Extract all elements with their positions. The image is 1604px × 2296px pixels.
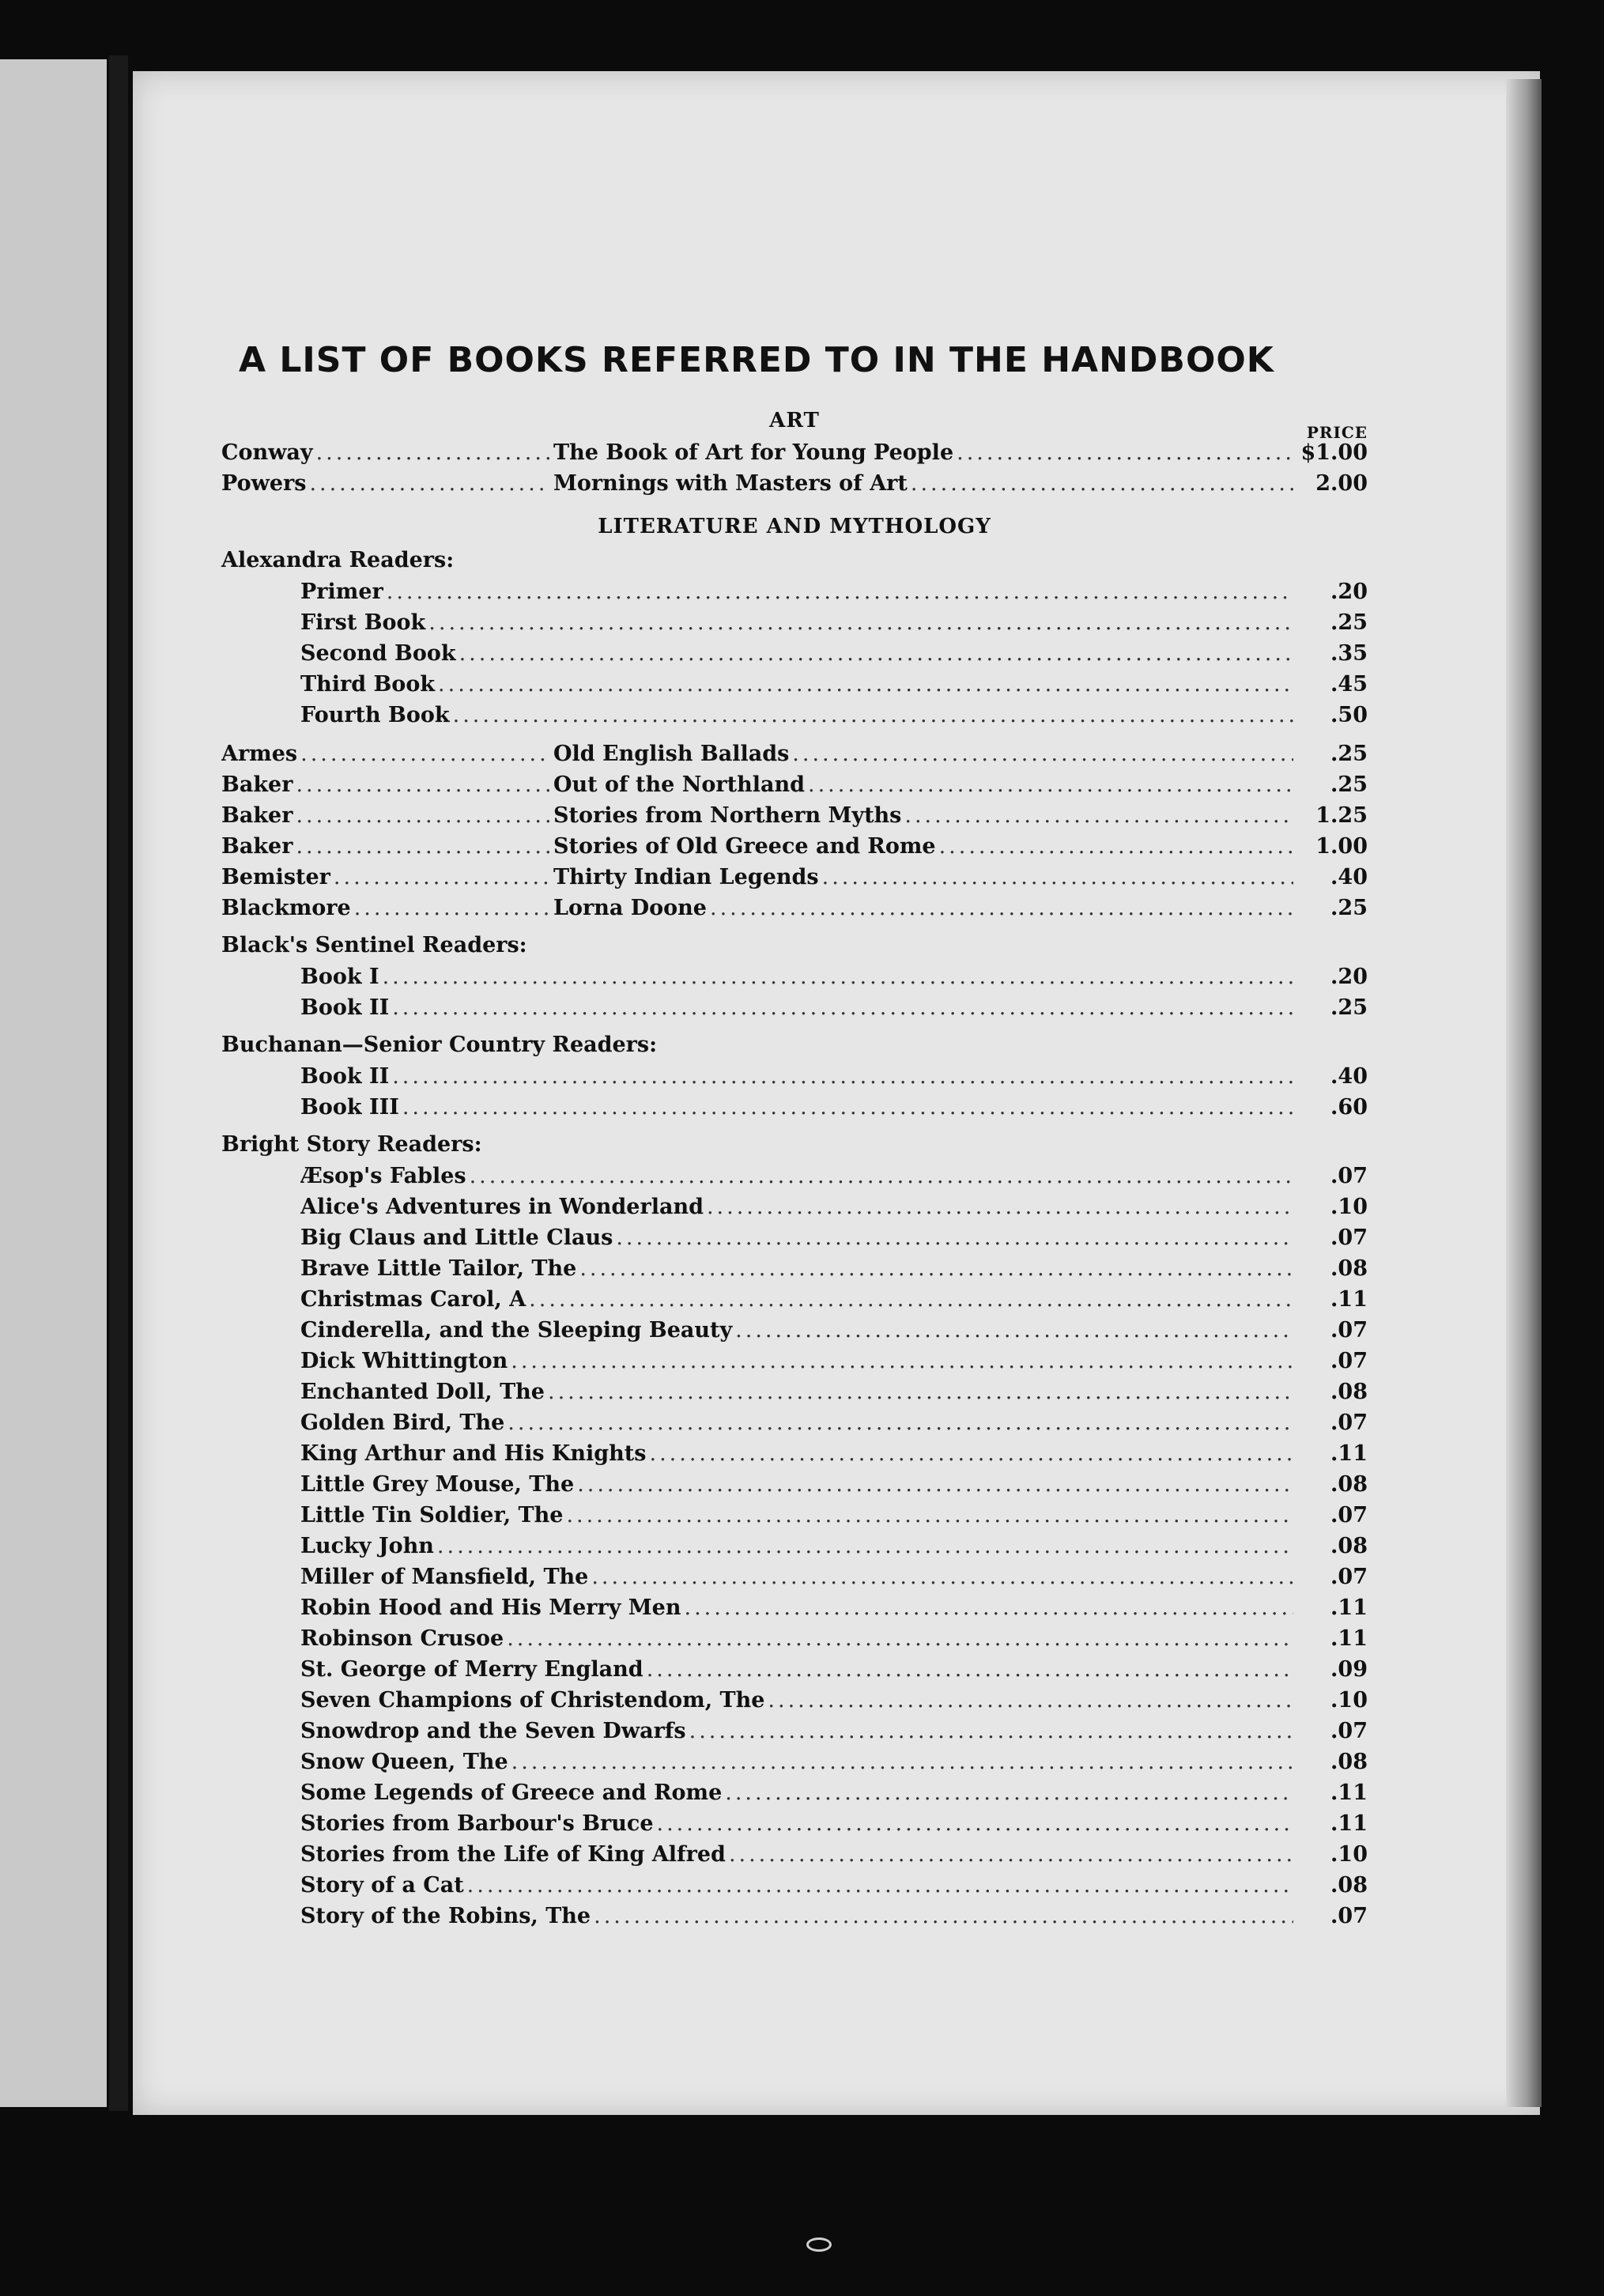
price-value: $1.00 bbox=[1300, 440, 1368, 465]
leader-dots bbox=[591, 1562, 1293, 1592]
item-title: Robin Hood and His Merry Men bbox=[300, 1595, 681, 1620]
leader-dots bbox=[685, 1592, 1294, 1623]
work-cell bbox=[553, 738, 1296, 769]
work-title: Mornings with Masters of Art bbox=[553, 471, 908, 496]
author-cell bbox=[221, 769, 553, 800]
item-title: Lucky John bbox=[300, 1534, 434, 1558]
item-title: Primer bbox=[300, 580, 383, 604]
author-cell bbox=[221, 468, 553, 499]
item-cell bbox=[300, 1469, 1296, 1500]
work-cell bbox=[553, 862, 1296, 893]
blacks-readers-list bbox=[221, 961, 1368, 1023]
price-value: .07 bbox=[1330, 1503, 1368, 1528]
item-title: Dick Whittington bbox=[300, 1349, 508, 1373]
item-title: Little Tin Soldier, The bbox=[300, 1503, 564, 1528]
leader-dots bbox=[904, 800, 1293, 831]
leader-dots bbox=[710, 893, 1293, 923]
alexandra-readers-heading: Alexandra Readers: bbox=[221, 548, 455, 572]
item-cell bbox=[300, 1500, 1296, 1531]
bright-story-readers-heading: Bright Story Readers: bbox=[221, 1132, 482, 1157]
price-value: .25 bbox=[1330, 742, 1368, 766]
leader-dots bbox=[579, 1253, 1293, 1284]
leader-dots bbox=[428, 607, 1293, 638]
list-item bbox=[221, 1777, 1368, 1808]
item-cell bbox=[300, 576, 1296, 607]
item-cell bbox=[300, 700, 1296, 731]
work-cell bbox=[553, 468, 1296, 499]
item-title: Stories from Barbour's Bruce bbox=[300, 1811, 654, 1836]
price-value: .07 bbox=[1330, 1904, 1368, 1928]
price-value: .11 bbox=[1330, 1811, 1368, 1836]
leader-dots bbox=[459, 638, 1293, 669]
author-name: Powers bbox=[221, 471, 307, 496]
item-title: Brave Little Tailor, The bbox=[300, 1256, 577, 1281]
price-value: .10 bbox=[1330, 1842, 1368, 1867]
price-value: .08 bbox=[1330, 1256, 1368, 1281]
price-value: .07 bbox=[1330, 1719, 1368, 1743]
item-title: Book II bbox=[300, 1064, 390, 1089]
item-cell bbox=[300, 1376, 1296, 1407]
table-row bbox=[221, 769, 1368, 800]
list-item bbox=[221, 576, 1368, 607]
price-value: .11 bbox=[1330, 1781, 1368, 1805]
list-item bbox=[221, 1469, 1368, 1500]
price-value: .07 bbox=[1330, 1318, 1368, 1342]
list-item bbox=[221, 992, 1368, 1023]
leader-dots bbox=[437, 1531, 1293, 1562]
leader-dots bbox=[296, 769, 550, 800]
price-value: .35 bbox=[1330, 641, 1368, 666]
work-title: Thirty Indian Legends bbox=[553, 865, 819, 889]
work-title: Old English Ballads bbox=[553, 742, 790, 766]
price-value: .25 bbox=[1330, 995, 1368, 1020]
author-cell bbox=[221, 437, 553, 468]
item-cell bbox=[300, 1253, 1296, 1284]
price-value: .08 bbox=[1330, 1380, 1368, 1404]
item-title: Miller of Mansfield, The bbox=[300, 1565, 589, 1589]
price-value: .45 bbox=[1330, 672, 1368, 697]
buchanan-readers-list bbox=[221, 1061, 1368, 1123]
leader-dots bbox=[387, 576, 1293, 607]
price-value: .60 bbox=[1330, 1095, 1368, 1120]
author-works-list bbox=[221, 738, 1368, 923]
work-cell bbox=[553, 800, 1296, 831]
item-cell bbox=[300, 1747, 1296, 1777]
item-title: Æsop's Fables bbox=[300, 1164, 466, 1188]
item-title: Book I bbox=[300, 965, 379, 989]
leader-dots bbox=[957, 437, 1293, 468]
item-title: Book III bbox=[300, 1095, 399, 1120]
item-cell bbox=[300, 607, 1296, 638]
item-cell bbox=[300, 1438, 1296, 1469]
item-title: Fourth Book bbox=[300, 703, 450, 727]
item-cell bbox=[300, 992, 1296, 1023]
price-value: .09 bbox=[1330, 1657, 1368, 1682]
leader-dots bbox=[402, 1092, 1293, 1123]
leader-dots bbox=[822, 862, 1293, 893]
work-title: Lorna Doone bbox=[553, 896, 707, 920]
item-title: Robinson Crusoe bbox=[300, 1626, 504, 1651]
work-cell bbox=[553, 893, 1296, 923]
work-title: Stories of Old Greece and Rome bbox=[553, 834, 936, 859]
leader-dots bbox=[296, 800, 550, 831]
price-value: 1.00 bbox=[1315, 834, 1368, 859]
author-cell bbox=[221, 738, 553, 769]
list-item bbox=[221, 607, 1368, 638]
list-item bbox=[221, 1623, 1368, 1654]
left-page-edge bbox=[0, 59, 107, 2107]
page-right-edge bbox=[1506, 79, 1542, 2107]
leader-dots bbox=[511, 1747, 1293, 1777]
author-name: Blackmore bbox=[221, 896, 351, 920]
item-title: Stories from the Life of King Alfred bbox=[300, 1842, 726, 1867]
table-row bbox=[221, 468, 1368, 499]
list-item bbox=[221, 1222, 1368, 1253]
price-value: .07 bbox=[1330, 1410, 1368, 1435]
price-value: .25 bbox=[1330, 772, 1368, 797]
leader-dots bbox=[939, 831, 1293, 862]
leader-dots bbox=[334, 862, 550, 893]
leader-dots bbox=[649, 1438, 1293, 1469]
price-value: .50 bbox=[1330, 703, 1368, 727]
leader-dots bbox=[566, 1500, 1293, 1531]
item-title: Third Book bbox=[300, 672, 436, 697]
leader-dots bbox=[309, 468, 550, 499]
list-item bbox=[221, 961, 1368, 992]
price-value: .07 bbox=[1330, 1565, 1368, 1589]
item-title: Christmas Carol, A bbox=[300, 1287, 526, 1312]
leader-dots bbox=[792, 738, 1293, 769]
item-title: St. George of Merry England bbox=[300, 1657, 643, 1682]
work-title: Out of the Northland bbox=[553, 772, 806, 797]
price-value: .11 bbox=[1330, 1287, 1368, 1312]
item-title: Enchanted Doll, The bbox=[300, 1380, 545, 1404]
item-cell bbox=[300, 1808, 1296, 1839]
buchanan-readers-heading: Buchanan—Senior Country Readers: bbox=[221, 1033, 658, 1057]
list-item bbox=[221, 1315, 1368, 1346]
leader-dots bbox=[911, 468, 1293, 499]
leader-dots bbox=[616, 1222, 1293, 1253]
item-cell bbox=[300, 1092, 1296, 1123]
price-value: .08 bbox=[1330, 1750, 1368, 1774]
book-list bbox=[221, 340, 1368, 1932]
price-value: .07 bbox=[1330, 1225, 1368, 1250]
list-item bbox=[221, 1870, 1368, 1901]
page-mark bbox=[806, 2237, 832, 2252]
item-cell bbox=[300, 1777, 1296, 1808]
author-cell bbox=[221, 862, 553, 893]
list-item bbox=[221, 1500, 1368, 1531]
item-cell bbox=[300, 1870, 1296, 1901]
leader-dots bbox=[453, 700, 1293, 731]
price-value: .07 bbox=[1330, 1349, 1368, 1373]
item-title: Some Legends of Greece and Rome bbox=[300, 1781, 723, 1805]
work-cell bbox=[553, 831, 1296, 862]
work-cell bbox=[553, 437, 1296, 468]
list-item bbox=[221, 1531, 1368, 1562]
item-title: First Book bbox=[300, 610, 426, 635]
item-title: Cinderella, and the Sleeping Beauty bbox=[300, 1318, 733, 1342]
author-name: Baker bbox=[221, 834, 293, 859]
price-value: .25 bbox=[1330, 610, 1368, 635]
item-title: King Arthur and His Knights bbox=[300, 1441, 647, 1466]
price-value: .20 bbox=[1330, 965, 1368, 989]
item-cell bbox=[300, 1222, 1296, 1253]
price-value: .08 bbox=[1330, 1534, 1368, 1558]
leader-dots bbox=[296, 831, 550, 862]
leader-dots bbox=[707, 1191, 1293, 1222]
list-item bbox=[221, 1092, 1368, 1123]
list-item bbox=[221, 1808, 1368, 1839]
list-item bbox=[221, 1839, 1368, 1870]
item-cell bbox=[300, 1623, 1296, 1654]
item-cell bbox=[300, 1901, 1296, 1932]
leader-dots bbox=[808, 769, 1293, 800]
blacks-readers-heading: Black's Sentinel Readers: bbox=[221, 933, 527, 957]
list-item bbox=[221, 1562, 1368, 1592]
price-value: .25 bbox=[1330, 896, 1368, 920]
item-cell bbox=[300, 1716, 1296, 1747]
item-cell bbox=[300, 1315, 1296, 1346]
art-list bbox=[221, 437, 1368, 499]
work-title: The Book of Art for Young People bbox=[553, 440, 954, 465]
bright-story-readers-list bbox=[221, 1161, 1368, 1932]
table-row bbox=[221, 862, 1368, 893]
price-value: .07 bbox=[1330, 1164, 1368, 1188]
literature-section-heading: LITERATURE AND MYTHOLOGY bbox=[598, 515, 991, 538]
item-cell bbox=[300, 669, 1296, 700]
item-cell bbox=[300, 1346, 1296, 1376]
leader-dots bbox=[511, 1346, 1293, 1376]
list-item bbox=[221, 1716, 1368, 1747]
item-cell bbox=[300, 1061, 1296, 1092]
item-title: Little Grey Mouse, The bbox=[300, 1472, 575, 1497]
item-title: Big Claus and Little Claus bbox=[300, 1225, 613, 1250]
price-value: .11 bbox=[1330, 1441, 1368, 1466]
item-title: Second Book bbox=[300, 641, 456, 666]
list-item bbox=[221, 638, 1368, 669]
table-row bbox=[221, 738, 1368, 769]
author-name: Baker bbox=[221, 772, 293, 797]
item-title: Snow Queen, The bbox=[300, 1750, 508, 1774]
list-item bbox=[221, 700, 1368, 731]
price-value: .40 bbox=[1330, 865, 1368, 889]
item-cell bbox=[300, 1685, 1296, 1716]
leader-dots bbox=[300, 738, 550, 769]
price-value: .11 bbox=[1330, 1626, 1368, 1651]
item-cell bbox=[300, 1654, 1296, 1685]
leader-dots bbox=[467, 1870, 1293, 1901]
art-section-heading bbox=[221, 409, 1368, 442]
item-cell bbox=[300, 1407, 1296, 1438]
leader-dots bbox=[529, 1284, 1293, 1315]
price-value: .20 bbox=[1330, 580, 1368, 604]
leader-dots bbox=[507, 1623, 1293, 1654]
leader-dots bbox=[594, 1901, 1293, 1932]
table-row bbox=[221, 437, 1368, 468]
list-item bbox=[221, 1654, 1368, 1685]
leader-dots bbox=[647, 1654, 1293, 1685]
item-title: Seven Champions of Christendom, The bbox=[300, 1688, 765, 1713]
item-title: Book II bbox=[300, 995, 390, 1020]
leader-dots bbox=[383, 961, 1293, 992]
leader-dots bbox=[392, 992, 1293, 1023]
leader-dots bbox=[508, 1407, 1293, 1438]
list-item bbox=[221, 1901, 1368, 1932]
list-item bbox=[221, 1161, 1368, 1191]
leader-dots bbox=[729, 1839, 1293, 1870]
leader-dots bbox=[548, 1376, 1293, 1407]
list-item bbox=[221, 1438, 1368, 1469]
price-value: .08 bbox=[1330, 1472, 1368, 1497]
leader-dots bbox=[470, 1161, 1293, 1191]
leader-dots bbox=[657, 1808, 1293, 1839]
item-title: Alice's Adventures in Wonderland bbox=[300, 1195, 704, 1219]
author-cell bbox=[221, 893, 553, 923]
price-value: .11 bbox=[1330, 1595, 1368, 1620]
alexandra-readers-list bbox=[221, 576, 1368, 731]
list-item bbox=[221, 1061, 1368, 1092]
table-row bbox=[221, 831, 1368, 862]
author-name: Bemister bbox=[221, 865, 330, 889]
table-row bbox=[221, 800, 1368, 831]
leader-dots bbox=[392, 1061, 1293, 1092]
leader-dots bbox=[316, 437, 550, 468]
book-spine-shadow bbox=[109, 55, 128, 2111]
item-title: Story of the Robins, The bbox=[300, 1904, 591, 1928]
item-cell bbox=[300, 1161, 1296, 1191]
list-item bbox=[221, 1747, 1368, 1777]
list-item bbox=[221, 1407, 1368, 1438]
price-value: .40 bbox=[1330, 1064, 1368, 1089]
price-value: 1.25 bbox=[1315, 803, 1368, 828]
item-cell bbox=[300, 1284, 1296, 1315]
author-name: Conway bbox=[221, 440, 313, 465]
author-cell bbox=[221, 831, 553, 862]
item-cell bbox=[300, 1531, 1296, 1562]
price-value: 2.00 bbox=[1315, 471, 1368, 496]
price-column-header: PRICE bbox=[1306, 423, 1368, 442]
leader-dots bbox=[725, 1777, 1293, 1808]
leader-dots bbox=[689, 1716, 1293, 1747]
item-cell bbox=[300, 638, 1296, 669]
price-value: .08 bbox=[1330, 1873, 1368, 1898]
list-item bbox=[221, 1376, 1368, 1407]
item-cell bbox=[300, 1562, 1296, 1592]
item-title: Snowdrop and the Seven Dwarfs bbox=[300, 1719, 686, 1743]
work-title: Stories from Northern Myths bbox=[553, 803, 902, 828]
leader-dots bbox=[768, 1685, 1293, 1716]
item-cell bbox=[300, 1839, 1296, 1870]
art-heading-text: ART bbox=[769, 409, 820, 432]
item-cell bbox=[300, 1592, 1296, 1623]
page-title: A LIST OF BOOKS REFERRED TO IN THE HANDBOOK bbox=[239, 340, 1274, 380]
item-cell bbox=[300, 1191, 1296, 1222]
author-name: Armes bbox=[221, 742, 298, 766]
price-value: .10 bbox=[1330, 1195, 1368, 1219]
list-item bbox=[221, 669, 1368, 700]
leader-dots bbox=[438, 669, 1293, 700]
author-cell bbox=[221, 800, 553, 831]
item-cell bbox=[300, 961, 1296, 992]
list-item bbox=[221, 1592, 1368, 1623]
list-item bbox=[221, 1685, 1368, 1716]
item-title: Story of a Cat bbox=[300, 1873, 464, 1898]
table-row bbox=[221, 893, 1368, 923]
leader-dots bbox=[577, 1469, 1293, 1500]
work-cell bbox=[553, 769, 1296, 800]
item-title: Golden Bird, The bbox=[300, 1410, 505, 1435]
price-value: .10 bbox=[1330, 1688, 1368, 1713]
leader-dots bbox=[735, 1315, 1293, 1346]
author-name: Baker bbox=[221, 803, 293, 828]
list-item bbox=[221, 1253, 1368, 1284]
list-item bbox=[221, 1191, 1368, 1222]
list-item bbox=[221, 1284, 1368, 1315]
leader-dots bbox=[354, 893, 550, 923]
list-item bbox=[221, 1346, 1368, 1376]
